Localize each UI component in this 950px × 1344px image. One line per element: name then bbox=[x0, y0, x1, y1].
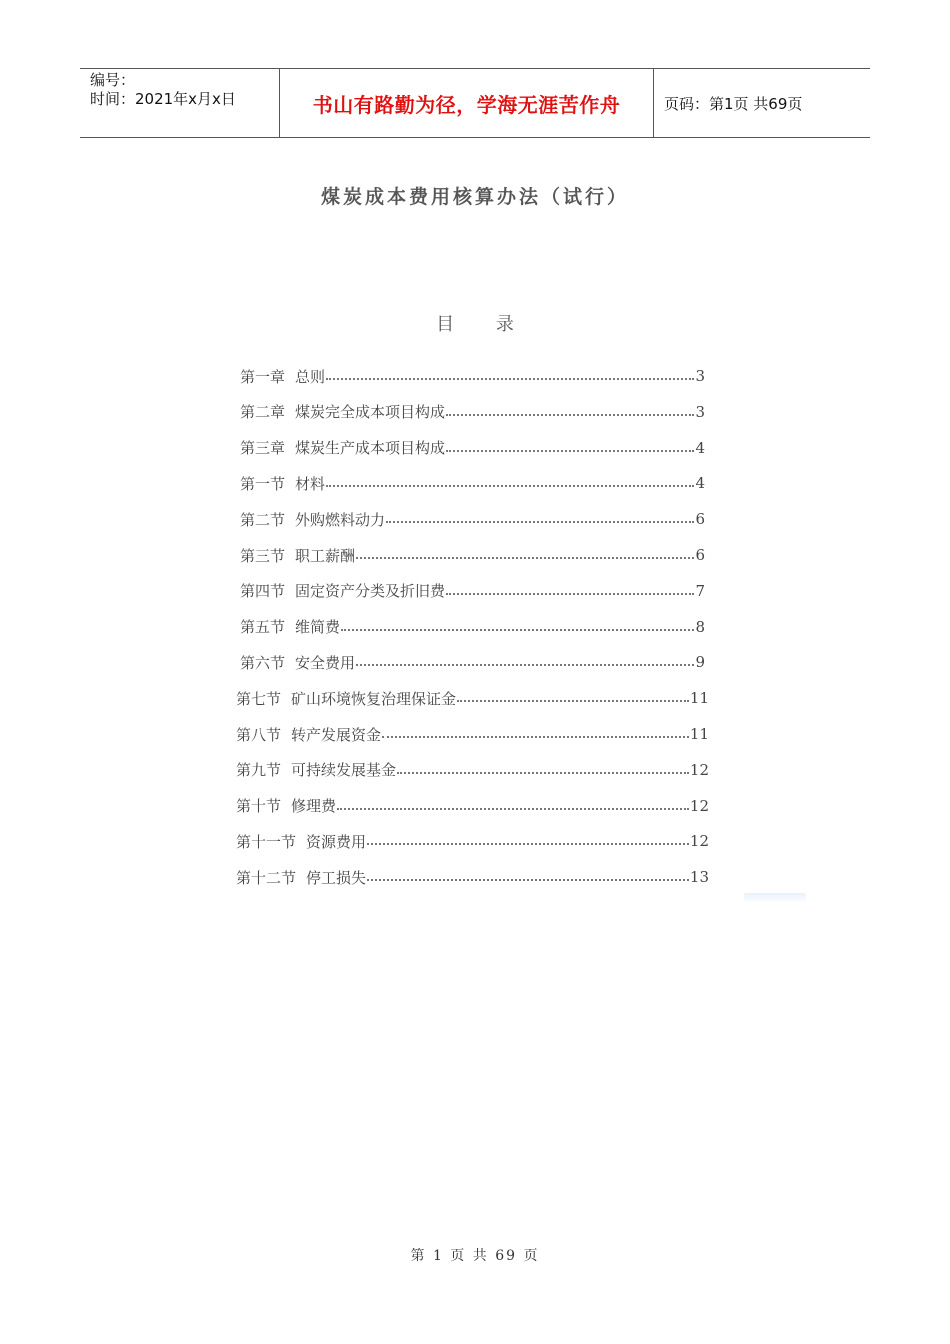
toc-entry[interactable] bbox=[236, 680, 709, 716]
toc-leader-dots bbox=[457, 700, 689, 702]
toc-entry[interactable] bbox=[240, 394, 705, 430]
toc-entry-number: 第十二节 bbox=[236, 868, 297, 887]
toc-entry-page: 6 bbox=[695, 546, 705, 564]
toc-entry-page: 8 bbox=[695, 617, 705, 636]
toc-entry-title: 转产发展资金 bbox=[291, 725, 382, 744]
toc-entry-page: 11 bbox=[689, 689, 709, 708]
toc-entry[interactable] bbox=[240, 644, 705, 680]
toc-leader-dots bbox=[382, 736, 689, 738]
toc-entry[interactable] bbox=[240, 609, 705, 645]
toc-entry-title: 外购燃料动力 bbox=[295, 510, 386, 529]
toc-entry-page: 12 bbox=[689, 796, 709, 815]
toc-entry-number: 第六节 bbox=[240, 653, 286, 672]
toc-leader-dots bbox=[356, 664, 694, 666]
toc-leader-dots bbox=[341, 629, 694, 631]
toc-entry-number: 第四节 bbox=[240, 582, 286, 601]
toc-entry-page: 11 bbox=[689, 725, 709, 743]
toc-leader-dots bbox=[356, 557, 694, 559]
toc-entry-title: 煤炭完全成本项目构成 bbox=[295, 403, 446, 422]
toc-leader-dots bbox=[446, 450, 694, 452]
page-header bbox=[80, 68, 870, 138]
toc-leader-dots bbox=[397, 772, 689, 774]
toc-entry-title: 煤炭生产成本项目构成 bbox=[295, 439, 446, 458]
toc-entry-number: 第一章 bbox=[240, 367, 286, 386]
toc-entry[interactable] bbox=[236, 788, 709, 824]
toc-entry-number: 第二章 bbox=[240, 403, 286, 422]
toc-leader-dots bbox=[337, 808, 689, 810]
toc-entry[interactable] bbox=[240, 501, 705, 537]
toc-leader-dots bbox=[326, 378, 694, 380]
time-label: 时间：2021年x月x日 bbox=[90, 90, 236, 108]
toc-entry[interactable] bbox=[240, 573, 705, 609]
toc-entry-number: 第十一节 bbox=[236, 832, 297, 851]
toc-entry-title: 资源费用 bbox=[306, 832, 367, 851]
toc-entry-number: 第三节 bbox=[240, 546, 286, 565]
toc-entry-number: 第八节 bbox=[236, 725, 282, 744]
toc-entry-page: 7 bbox=[695, 581, 705, 600]
toc-entry-number: 第十节 bbox=[236, 797, 282, 816]
toc-entry[interactable] bbox=[236, 752, 709, 788]
toc-entry-title: 安全费用 bbox=[295, 653, 356, 672]
toc-entry-title: 矿山环境恢复治理保证金 bbox=[291, 689, 457, 708]
toc-leader-dots bbox=[326, 485, 694, 487]
toc-entry-title: 维简费 bbox=[295, 618, 341, 637]
toc-entry-page: 3 bbox=[695, 402, 705, 421]
toc-entry-number: 第七节 bbox=[236, 689, 282, 708]
toc-entry[interactable] bbox=[240, 358, 705, 394]
toc-entry[interactable] bbox=[236, 823, 709, 859]
toc-entry[interactable] bbox=[240, 430, 705, 466]
toc-entry[interactable] bbox=[236, 859, 709, 895]
toc-entry-number: 第二节 bbox=[240, 510, 286, 529]
toc-leader-dots bbox=[367, 879, 689, 881]
toc-entry-number: 第一节 bbox=[240, 474, 286, 493]
toc-entry-title: 可持续发展基金 bbox=[291, 761, 397, 780]
toc-entry-number: 第三章 bbox=[240, 439, 286, 458]
toc-entry-page: 12 bbox=[689, 832, 709, 851]
toc-entry[interactable] bbox=[240, 537, 705, 573]
scan-artifact bbox=[744, 893, 806, 903]
toc-entry-title: 总则 bbox=[295, 367, 326, 386]
toc-leader-dots bbox=[386, 521, 694, 523]
page-footer: 第 1 页 共 69 页 bbox=[410, 1248, 540, 1264]
toc-heading: 目 录 bbox=[436, 314, 532, 335]
toc-entry-page: 9 bbox=[695, 653, 705, 672]
toc-entry[interactable] bbox=[240, 465, 705, 501]
document-title: 煤炭成本费用核算办法（试行） bbox=[320, 186, 629, 208]
toc-leader-dots bbox=[367, 843, 689, 845]
toc-entry-title: 停工损失 bbox=[306, 868, 367, 887]
toc-leader-dots bbox=[446, 414, 694, 416]
toc-entry-title: 材料 bbox=[295, 474, 326, 493]
header-page-info: 页码：第1页 共69页 bbox=[664, 94, 803, 113]
toc-entry-page: 4 bbox=[695, 438, 705, 457]
toc-entry[interactable] bbox=[236, 716, 709, 752]
toc-entry-title: 职工薪酬 bbox=[295, 546, 356, 565]
toc-entry-page: 13 bbox=[689, 868, 709, 887]
toc-entry-title: 修理费 bbox=[291, 797, 337, 816]
toc-entry-page: 12 bbox=[689, 760, 709, 779]
header-motto: 书山有路勤为径，学海无涯苦作舟 bbox=[280, 69, 654, 137]
toc-entry-page: 6 bbox=[695, 510, 705, 529]
toc-entry-page: 4 bbox=[695, 474, 705, 493]
number-label: 编号： bbox=[90, 71, 136, 89]
toc-entry-number: 第五节 bbox=[240, 618, 286, 637]
header-meta bbox=[80, 69, 280, 137]
toc-entry-number: 第九节 bbox=[236, 761, 282, 780]
toc-entry-title: 固定资产分类及折旧费 bbox=[295, 582, 446, 601]
toc-leader-dots bbox=[446, 593, 694, 595]
toc-entry-page: 3 bbox=[695, 367, 705, 385]
